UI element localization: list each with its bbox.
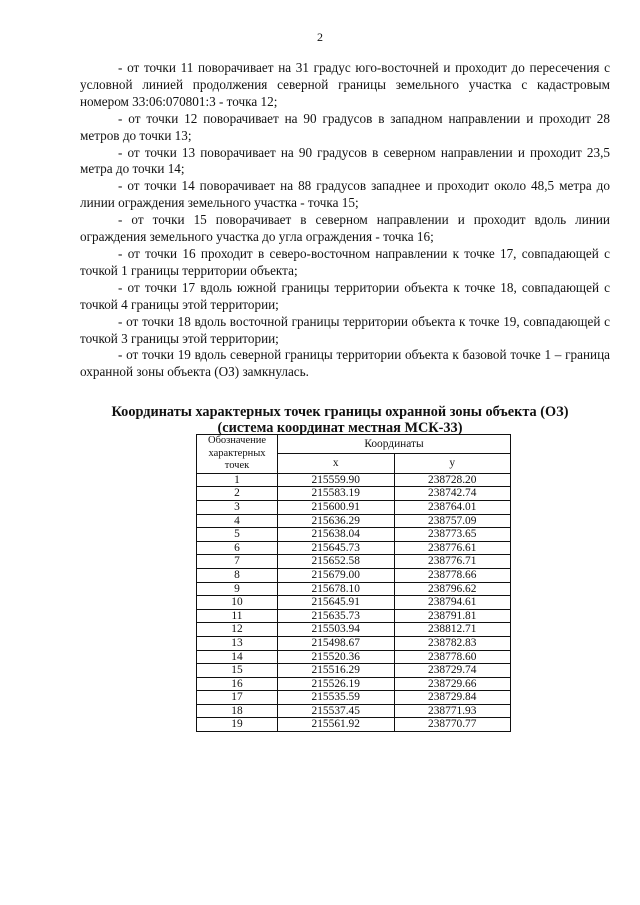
y-coordinate-cell: 238742.74: [394, 487, 511, 501]
point-number-cell: 11: [197, 609, 278, 623]
y-coordinate-cell: 238729.66: [394, 677, 511, 691]
x-coordinate-cell: 215636.29: [278, 514, 395, 528]
x-coordinate-cell: 215678.10: [278, 582, 395, 596]
paragraph: - от точки 15 поворачивает в северном направлении и проходит вдоль линии ограждения земельного участка до угла ограждения - точка 16;: [80, 212, 610, 245]
table-row: [197, 718, 511, 732]
table-row: [197, 500, 511, 514]
table-row: [197, 528, 511, 542]
y-coordinate-cell: 238728.20: [394, 473, 511, 487]
y-coordinate-cell: 238791.81: [394, 609, 511, 623]
table-row: [197, 636, 511, 650]
point-number-cell: 3: [197, 500, 278, 514]
x-coordinate-cell: 215600.91: [278, 500, 395, 514]
point-number-cell: 4: [197, 514, 278, 528]
point-number-cell: 14: [197, 650, 278, 664]
heading-line-2: (система координат местная МСК-33): [217, 420, 463, 436]
y-coordinate-cell: 238757.09: [394, 514, 511, 528]
y-coordinate-cell: 238794.61: [394, 596, 511, 610]
point-number-cell: 10: [197, 596, 278, 610]
x-coordinate-cell: 215645.91: [278, 596, 395, 610]
x-coordinate-cell: 215503.94: [278, 623, 395, 637]
table-body: [197, 473, 511, 731]
x-coordinate-cell: 215559.90: [278, 473, 395, 487]
y-coordinate-cell: 238782.83: [394, 636, 511, 650]
paragraph: - от точки 12 поворачивает на 90 градусов в западном направлении и проходит 28 метров до точки 13;: [80, 110, 610, 143]
paragraph: - от точки 11 поворачивает на 31 градус юго-восточней и проходит до пересечения с условной линией продолжения северной границы земельного участка с кадастровым номером 33:06:070801:3 - точка 12;: [80, 60, 610, 109]
x-coordinate-cell: 215535.59: [278, 691, 395, 705]
table-row: [197, 473, 511, 487]
y-coordinate-cell: 238778.60: [394, 650, 511, 664]
point-number-cell: 18: [197, 704, 278, 718]
table-row: [197, 609, 511, 623]
point-number-cell: 19: [197, 718, 278, 732]
table-row: [197, 691, 511, 705]
table-row: [197, 664, 511, 678]
paragraph: - от точки 16 проходит в северо-восточном направлении к точке 17, совпадающей с точкой 1 границы территории объекта;: [80, 245, 610, 278]
x-column-header: x: [278, 454, 395, 473]
x-coordinate-cell: 215520.36: [278, 650, 395, 664]
point-number-cell: 13: [197, 636, 278, 650]
point-number-cell: 2: [197, 487, 278, 501]
table-row: [197, 596, 511, 610]
paragraph: - от точки 17 вдоль южной границы территории объекта к точке 18, совпадающей с точкой 4 границы этой территории;: [80, 279, 610, 312]
heading-line-1: Координаты характерных точек границы охранной зоны объекта (ОЗ): [111, 404, 569, 420]
x-coordinate-cell: 215635.73: [278, 609, 395, 623]
point-number-cell: 8: [197, 568, 278, 582]
table-heading: [90, 404, 590, 436]
table-row: [197, 487, 511, 501]
x-coordinate-cell: 215561.92: [278, 718, 395, 732]
y-coordinate-cell: 238778.66: [394, 568, 511, 582]
table-row: [197, 704, 511, 718]
x-coordinate-cell: 215583.19: [278, 487, 395, 501]
y-column-header: y: [394, 454, 511, 473]
x-coordinate-cell: 215679.00: [278, 568, 395, 582]
point-number-cell: 17: [197, 691, 278, 705]
table-row: [197, 582, 511, 596]
y-coordinate-cell: 238770.77: [394, 718, 511, 732]
page-number: 2: [317, 30, 323, 44]
table-row: [197, 541, 511, 555]
x-coordinate-cell: 215638.04: [278, 528, 395, 542]
point-number-cell: 6: [197, 541, 278, 555]
y-coordinate-cell: 238776.61: [394, 541, 511, 555]
table-row: [197, 623, 511, 637]
y-coordinate-cell: 238812.71: [394, 623, 511, 637]
table-row: [197, 514, 511, 528]
x-coordinate-cell: 215652.58: [278, 555, 395, 569]
y-coordinate-cell: 238796.62: [394, 582, 511, 596]
point-number-cell: 15: [197, 664, 278, 678]
y-coordinate-cell: 238729.74: [394, 664, 511, 678]
point-number-cell: 9: [197, 582, 278, 596]
x-coordinate-cell: 215516.29: [278, 664, 395, 678]
y-coordinate-cell: 238729.84: [394, 691, 511, 705]
y-coordinate-cell: 238773.65: [394, 528, 511, 542]
x-coordinate-cell: 215498.67: [278, 636, 395, 650]
x-coordinate-cell: 215537.45: [278, 704, 395, 718]
y-coordinate-cell: 238771.93: [394, 704, 511, 718]
paragraph: - от точки 19 вдоль северной границы территории объекта к базовой точке 1 – граница охранной зоны объекта (ОЗ) замкнулась.: [80, 347, 610, 380]
x-coordinate-cell: 215526.19: [278, 677, 395, 691]
paragraph: - от точки 13 поворачивает на 90 градусов в северном направлении и проходит 23,5 метра до точки 14;: [80, 144, 610, 177]
table-row: [197, 555, 511, 569]
coordinates-column-header: Координаты: [278, 435, 511, 454]
table-row: [197, 568, 511, 582]
y-coordinate-cell: 238764.01: [394, 500, 511, 514]
boundary-description: [80, 60, 610, 381]
point-number-cell: 16: [197, 677, 278, 691]
coordinates-table: [196, 434, 511, 732]
point-number-cell: 12: [197, 623, 278, 637]
point-number-cell: 5: [197, 528, 278, 542]
point-number-cell: 1: [197, 473, 278, 487]
paragraph: - от точки 14 поворачивает на 88 градусов западнее и проходит около 48,5 метра до линии ограждения земельного участка - точка 15;: [80, 178, 610, 211]
paragraph: - от точки 18 вдоль восточной границы территории объекта к точке 19, совпадающей с точкой 3 границы этой территории;: [80, 313, 610, 346]
point-column-header: Обозначение характерных точек: [197, 435, 278, 474]
y-coordinate-cell: 238776.71: [394, 555, 511, 569]
point-number-cell: 7: [197, 555, 278, 569]
table-row: [197, 650, 511, 664]
table-row: [197, 677, 511, 691]
x-coordinate-cell: 215645.73: [278, 541, 395, 555]
